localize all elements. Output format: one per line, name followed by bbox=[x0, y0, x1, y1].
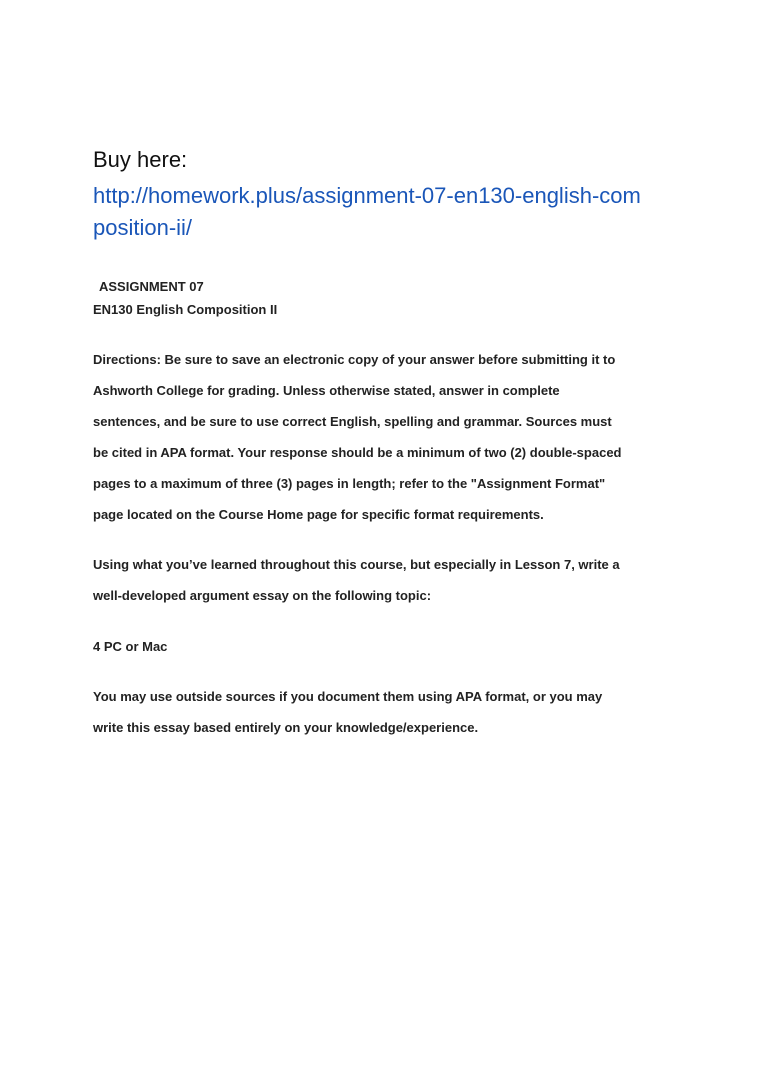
purchase-link-line-1[interactable]: http://homework.plus/assignment-07-en130-english-com bbox=[93, 183, 641, 208]
prompt-line: Using what you’ve learned throughout this course, but especially in Lesson 7, write a bbox=[93, 557, 620, 572]
directions-line: Ashworth College for grading. Unless otherwise stated, answer in complete bbox=[93, 383, 560, 398]
purchase-link[interactable] bbox=[93, 180, 693, 244]
directions-line: be cited in APA format. Your response should be a minimum of two (2) double-spaced bbox=[93, 445, 622, 460]
directions-line: pages to a maximum of three (3) pages in length; refer to the "Assignment Format" bbox=[93, 476, 606, 491]
course-title: EN130 English Composition II bbox=[93, 302, 278, 317]
purchase-link-line-2[interactable]: position-ii/ bbox=[93, 215, 193, 240]
directions-line: Directions: Be sure to save an electronic copy of your answer before submitting it to bbox=[93, 352, 616, 367]
prompt-line: well-developed argument essay on the following topic: bbox=[93, 588, 432, 603]
sources-note-line: write this essay based entirely on your knowledge/experience. bbox=[93, 720, 479, 735]
assignment-title: ASSIGNMENT 07 bbox=[99, 279, 204, 294]
directions-line: sentences, and be sure to use correct English, spelling and grammar. Sources must bbox=[93, 414, 612, 429]
directions-line: page located on the Course Home page for specific format requirements. bbox=[93, 507, 544, 522]
buy-here-label: Buy here: bbox=[93, 147, 188, 172]
sources-note-line: You may use outside sources if you document them using APA format, or you may bbox=[93, 689, 603, 704]
essay-topic: 4 PC or Mac bbox=[93, 639, 168, 654]
